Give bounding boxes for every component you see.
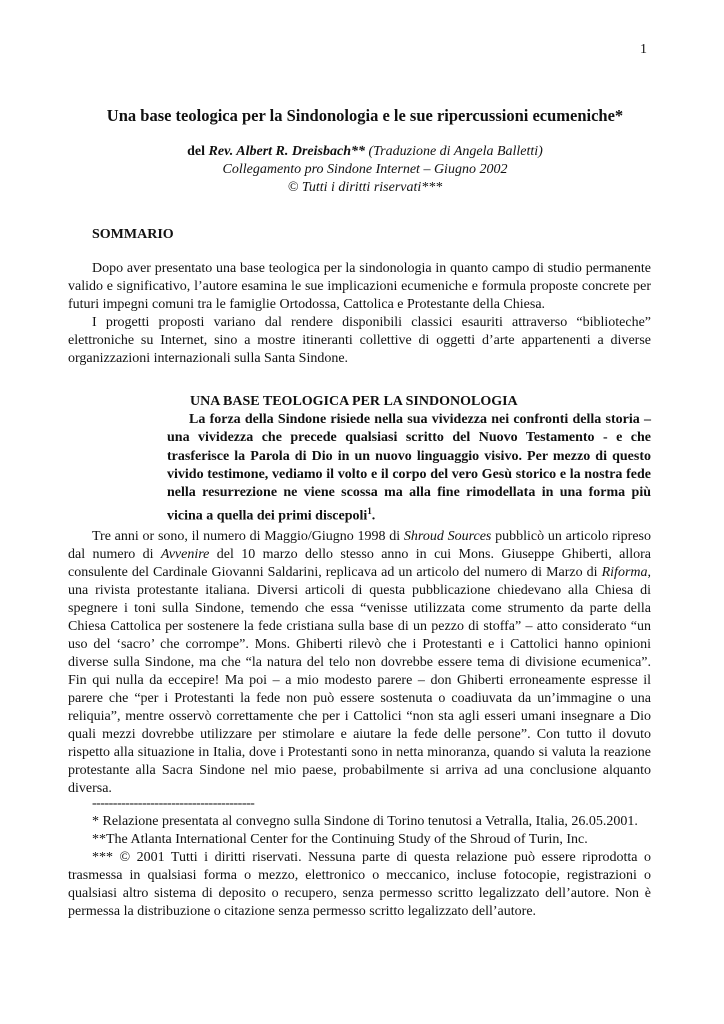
abstract: [68, 260, 651, 368]
body-seg-4: , una rivista protestante italiana. Diversi articoli di questa pubblicazione chiedevano alla Chiesa di spegnere i toni sulla Sindone, temendo che essa “venisse utilizzata come strumento da parte della Chiesa Cattolica per sostenere la fede cristiana sulla base di un pezzo di stoffa” – atto considerato “un uso del ‘sacro’ che corrompe”. Mons. Ghiberti rilevò che i Protestanti e i Cattolici hanno opinioni diverse sulla Sindone, ma che “la natura del telo non dovrebbe essere tema di divisione ecumenica”. Fin qui nulla da eccepire! Ma poi – a mio modesto parere – don Ghiberti erroneamente espresse il parere che “per i Protestanti la fede non può essere sostenuta o coadiuvata da un’immagine o una reliquia”, mentre osservò correttamente che per i Cattolici “non sta agli esseri umani insegnare a Dio quali mezzi dovrebbe utilizzare per stimolare e aiutare la fede delle persone”. Con tutto il dovuto rispetto alla situazione in Italia, dove i Protestanti sono in netta minoranza, quando si valuta la reazione protestante alla Sacra Sindone nel mio paese, probabilmente si arriva ad una conclusione alquanto diversa.: [68, 565, 651, 796]
byline-line-2: Collegamento pro Sindone Internet – Giugno 2002: [222, 162, 508, 177]
byline-line-3: © Tutti i diritti riservati***: [287, 180, 443, 195]
quote-paragraph: [167, 411, 651, 526]
byline-del: del: [187, 144, 206, 159]
footnote-mark: 1: [367, 506, 372, 517]
document-title: Una base teologica per la Sindonologia e le sue ripercussioni ecumeniche*: [106, 106, 624, 125]
page-number: 1: [640, 42, 647, 57]
journal-title-avvenire: Avvenire: [160, 547, 210, 562]
body-seg-2: pubblicò un articolo ripreso dal numero di: [68, 529, 651, 562]
footnote-2: **The Atlanta International Center for the Continuing Study of the Shroud of Turin, Inc.: [92, 832, 588, 847]
byline-line-1: [60, 143, 670, 161]
quote-text: La forza della Sindone risiede nella sua vividezza nei confronti della storia – una vividezza che precede qualsiasi scritto del Nuovo Testamento - e che trasferisce la Parola di Dio in un nuovo linguaggio visivo. Per mezzo di questo vivido testimone, vediamo il volto e il corpo del vero Gesù storico e la nostra fede nella resurrezione ne viene scossa ma alla fine rimodellata in una forma più vicina a quella dei primi discepoli: [167, 412, 651, 525]
sommario-heading: SOMMARIO: [92, 227, 174, 242]
footnote-3: *** © 2001 Tutti i diritti riservati. Nessuna parte di questa relazione può essere riprodotta o trasmessa in qualsiasi forma o mezzo, elettronico o meccanico, incluse fotocopie, registrazioni o qualsiasi altro sistema di deposito o recupero, senza permesso scritto legalizzato dell’autore. Non è permessa la distribuzione o citazione senza permesso scritto legalizzato dell’autore.: [68, 850, 651, 919]
body-seg-1: Tre anni or sono, il numero di Maggio/Giugno 1998 di: [92, 529, 404, 544]
byline-author: Rev. Albert R. Dreisbach**: [208, 144, 365, 159]
body-seg-3: del 10 marzo dello stesso anno in cui Mons. Giuseppe Ghiberti, allora consulente del Cardinale Giovanni Saldarini, replicava ad un articolo del numero di Marzo di: [68, 547, 652, 580]
body-text: [68, 528, 651, 798]
footnote-1: * Relazione presentata al convegno sulla Sindone di Torino tenutosi a Vetralla, Italia, 26.05.2001.: [92, 814, 638, 829]
section-heading: UNA BASE TEOLOGICA PER LA SINDONOLOGIA: [190, 394, 518, 409]
byline: [60, 143, 670, 197]
footnote-separator: ---------------------------------------: [92, 796, 255, 811]
journal-title-shroud-sources: Shroud Sources: [403, 529, 492, 544]
journal-title-riforma: Riforma: [601, 565, 648, 580]
footnotes: [68, 813, 651, 921]
abstract-paragraph-2: I progetti proposti variano dal rendere disponibili classici esauriti attraverso “biblioteche” elettroniche su Internet, sino a mostre itineranti collettive di oggetti d’arte appartenenti a diverse organizzazioni internazionali sulla Santa Sindone.: [68, 315, 651, 366]
quote-end: .: [371, 509, 376, 525]
body-paragraph: [68, 528, 651, 798]
abstract-paragraph-1: Dopo aver presentato una base teologica per la sindonologia in quanto campo di studio permanente valido e significativo, l’autore esamina le sue implicazioni ecumeniche e formula proposte concrete per futuri impegni comuni tra le famiglie Ortodossa, Cattolica e Protestante della Chiesa.: [68, 261, 651, 312]
epigraph-quote: [167, 411, 651, 526]
byline-translation: (Traduzione di Angela Balletti): [368, 144, 543, 159]
